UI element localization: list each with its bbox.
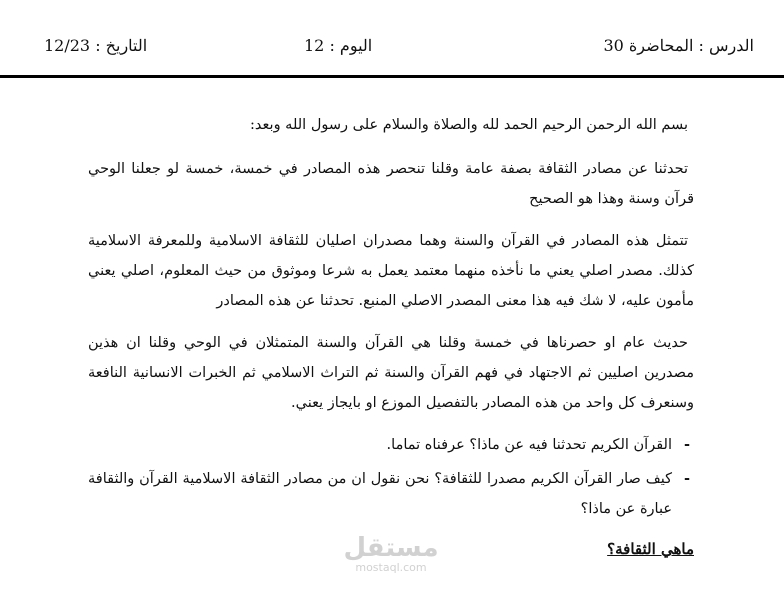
paragraph-sources-summary: حديث عام او حصرناها في خمسة وقلنا هي القرآن والسنة المتمثلان في الوحي وقلنا ان هذين مصدرين اصليين ثم الاجتهاد في فهم القرآن والسنة ثم التراث الاسلامي ثم الخبرات الانسانية النافعة وسنعرف كل واحد من هذه المصادر بالتفصيل الموزع او بايجاز يعني. (88, 335, 694, 411)
paragraph-sources-count: تحدثنا عن مصادر الثقافة بصفة عامة وقلنا تنحصر هذه المصادر في خمسة، خمسة لو جعلنا الوحي قرآن وسنة وهذا هو الصحيح (88, 161, 694, 207)
bullet-list (88, 430, 694, 524)
list-item (88, 464, 694, 524)
page-header (0, 0, 784, 78)
watermark-arabic: مستقل (343, 533, 439, 563)
lesson-label: الدرس : المحاضرة 30 (603, 36, 754, 55)
list-item-text: القرآن الكريم تحدثنا فيه عن ماذا؟ عرفناه تماما. (386, 437, 672, 453)
document-body (88, 110, 694, 564)
watermark-logo (336, 534, 446, 574)
section-heading: ماهي الثقافة؟ (607, 540, 694, 558)
list-item-text: كيف صار القرآن الكريم مصدرا للثقافة؟ نحن نقول ان من مصادر الثقافة الاسلامية القرآن والثقافة عبارة عن ماذا؟ (88, 471, 672, 517)
list-item (88, 430, 694, 460)
day-label: اليوم : 12 (304, 36, 373, 55)
watermark-latin: mostaql.com (355, 561, 427, 574)
paragraph-original-sources: تتمثل هذه المصادر في القرآن والسنة وهما مصدران اصليان للثقافة الاسلامية وللمعرفة الاسلامية كذلك. مصدر اصلي يعني ما نأخذه منهما معتمد يعمل به شرعا وموثوق من حيث المعلوم، اصلي يعني مأمون عليه، لا شك فيه هذا معنى المصدر الاصلي المنبع. تحدثنا عن هذه المصادر (88, 233, 694, 309)
bullet-marker: - (683, 470, 690, 487)
date-label: التاريخ : 12/23 (44, 36, 148, 55)
opening-paragraph: بسم الله الرحمن الرحيم الحمد لله والصلاة والسلام على رسول الله وبعد: (250, 117, 688, 133)
bullet-marker: - (683, 436, 690, 453)
